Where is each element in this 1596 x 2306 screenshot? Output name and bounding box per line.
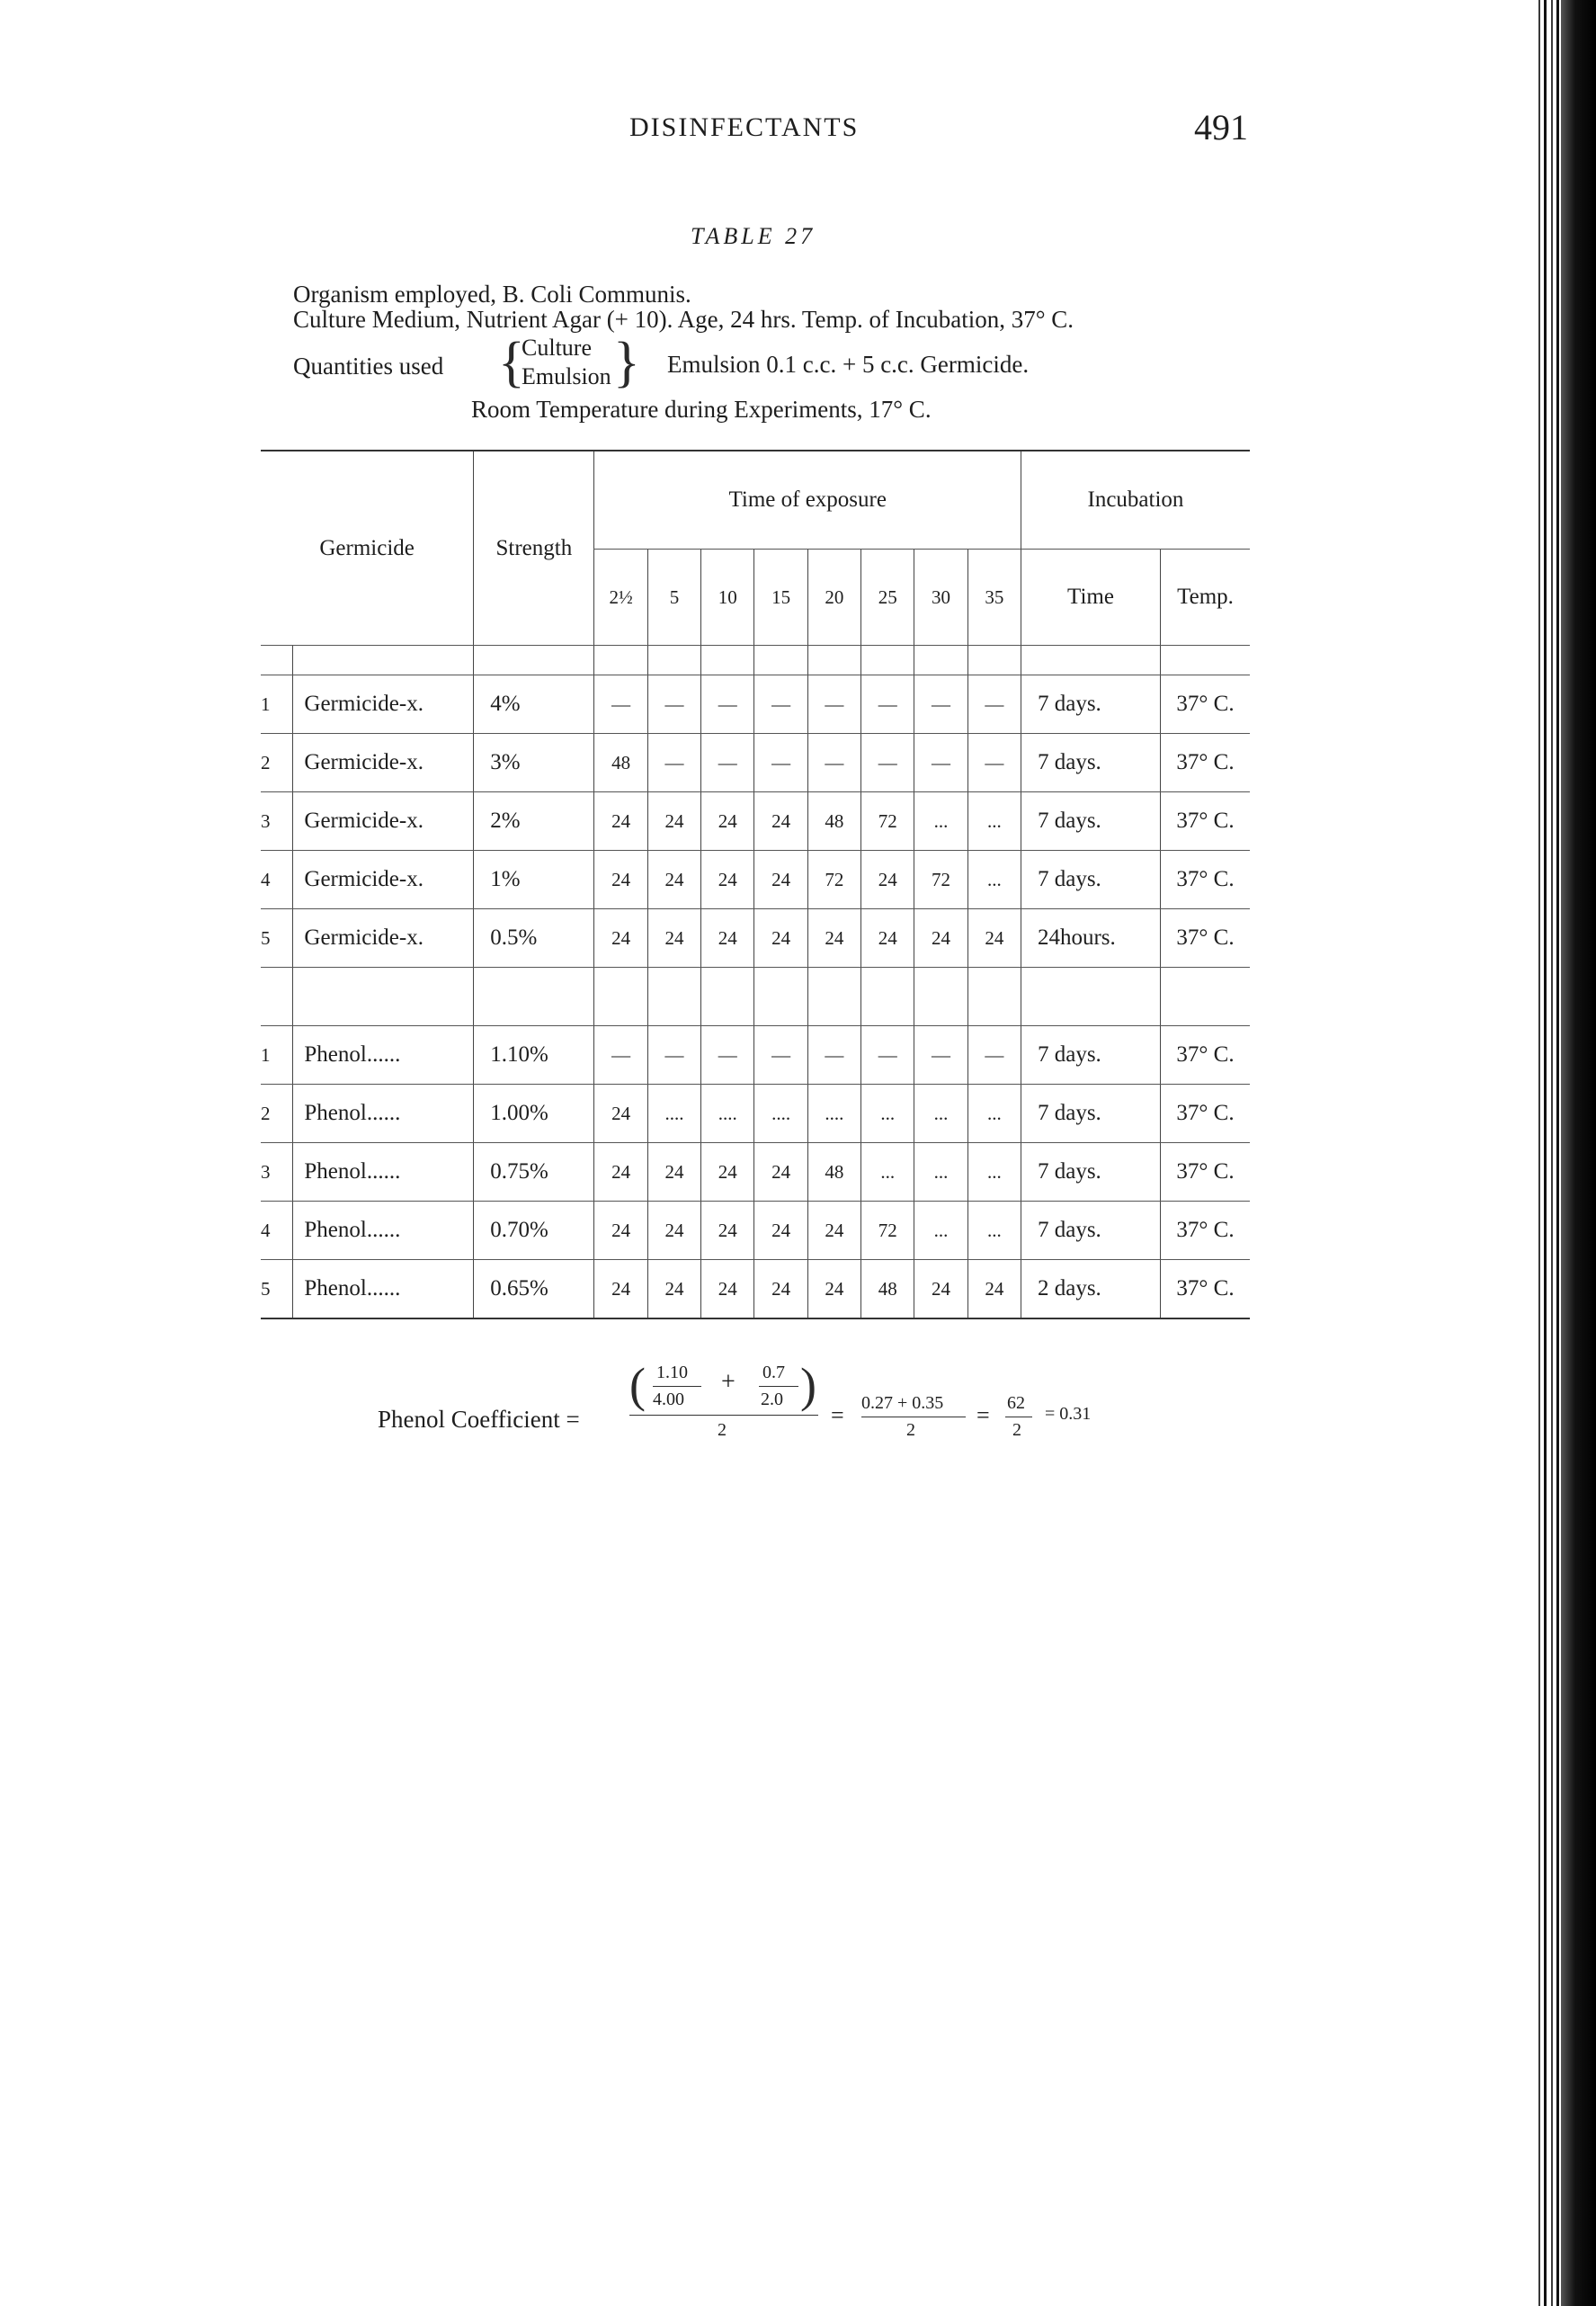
exposure-result: —	[967, 675, 1021, 734]
intro-quantities-rest: Emulsion 0.1 c.c. + 5 c.c. Germicide.	[667, 351, 1030, 378]
exposure-result: 24	[594, 909, 647, 968]
strength-value: 1%	[474, 851, 594, 909]
spacer-row	[261, 968, 1250, 1026]
germicide-name: Germicide-x.	[293, 851, 474, 909]
exposure-result: —	[914, 675, 967, 734]
exposure-result: ...	[914, 792, 967, 851]
incubation-temp: 37° C.	[1161, 1143, 1250, 1202]
table-row	[261, 909, 1250, 968]
table-row	[261, 1085, 1250, 1143]
frac2-numerator: 0.7	[762, 1363, 785, 1382]
exposure-result: 24	[754, 1260, 807, 1319]
exposure-result: ...	[967, 1202, 1021, 1260]
exposure-result: 24	[914, 1260, 967, 1319]
formula-result: = 0.31	[1045, 1404, 1092, 1424]
exposure-result: ...	[914, 1143, 967, 1202]
exposure-result: 48	[594, 734, 647, 792]
page-number: 491	[1194, 107, 1248, 147]
intro-quantities-label: Quantities used	[293, 353, 444, 380]
germicide-name: Phenol......	[293, 1143, 474, 1202]
intro-room-temperature: Room Temperature during Experiments, 17° C.	[471, 396, 932, 423]
strength-value: 4%	[474, 675, 594, 734]
exposure-result: —	[807, 1026, 860, 1085]
incubation-temp: 37° C.	[1161, 792, 1250, 851]
germicide-name: Germicide-x.	[293, 909, 474, 968]
exposure-time-header: 35	[967, 550, 1021, 646]
exposure-result: 24	[594, 1085, 647, 1143]
formula-equals-1: =	[831, 1402, 844, 1428]
exposure-result: 24	[967, 909, 1021, 968]
exposure-result: —	[914, 734, 967, 792]
exposure-result: —	[647, 675, 700, 734]
table-row	[261, 1026, 1250, 1085]
right-brace: }	[613, 332, 640, 393]
exposure-result: ....	[701, 1085, 754, 1143]
incubation-time: 2 days.	[1021, 1260, 1160, 1319]
strength-value: 0.70%	[474, 1202, 594, 1260]
exposure-result: —	[701, 1026, 754, 1085]
header-gap-row	[261, 646, 1250, 675]
exposure-result: 48	[861, 1260, 914, 1319]
exposure-result: 24	[701, 792, 754, 851]
exposure-result: 24	[701, 1143, 754, 1202]
incubation-time: 7 days.	[1021, 734, 1160, 792]
incubation-temp-header: Temp.	[1161, 550, 1250, 646]
exposure-result: 24	[647, 1260, 700, 1319]
frac1-denominator: 4.00	[653, 1390, 684, 1409]
exposure-result: ...	[967, 792, 1021, 851]
formula-equals-2: =	[976, 1402, 990, 1428]
strength-value: 0.5%	[474, 909, 594, 968]
exposure-time-header: 30	[914, 550, 967, 646]
exposure-result: —	[754, 734, 807, 792]
strength-value: 1.10%	[474, 1026, 594, 1085]
intro-culture-medium: Culture Medium, Nutrient Agar (+ 10). Age, 24 hrs. Temp. of Incubation, 37° C.	[293, 306, 1074, 333]
exposure-result: ....	[807, 1085, 860, 1143]
exposure-result: 72	[914, 851, 967, 909]
incubation-time: 24hours.	[1021, 909, 1160, 968]
exposure-result: 24	[594, 792, 647, 851]
germicide-name: Phenol......	[293, 1202, 474, 1260]
table-row	[261, 1260, 1250, 1319]
col-time-of-exposure-header: Time of exposure	[594, 451, 1021, 550]
col-germicide-header: Germicide	[261, 451, 474, 646]
exposure-result: 24	[754, 792, 807, 851]
exposure-result: —	[647, 734, 700, 792]
row-number: 4	[261, 851, 293, 909]
incubation-time: 7 days.	[1021, 1143, 1160, 1202]
exposure-result: 24	[594, 851, 647, 909]
exposure-result: —	[594, 675, 647, 734]
exposure-result: 48	[807, 792, 860, 851]
exposure-result: 24	[701, 1260, 754, 1319]
phenol-coefficient-formula	[378, 1354, 1187, 1452]
intro-organism: Organism employed, B. Coli Communis.	[293, 281, 691, 308]
row-number: 5	[261, 1260, 293, 1319]
exposure-result: 24	[647, 1143, 700, 1202]
exposure-result: ...	[914, 1202, 967, 1260]
left-brace: {	[498, 332, 525, 393]
incubation-temp: 37° C.	[1161, 909, 1250, 968]
incubation-temp: 37° C.	[1161, 1085, 1250, 1143]
exposure-result: 24	[701, 1202, 754, 1260]
germicide-name: Phenol......	[293, 1085, 474, 1143]
strength-value: 0.75%	[474, 1143, 594, 1202]
germicide-name: Germicide-x.	[293, 734, 474, 792]
incubation-time: 7 days.	[1021, 1026, 1160, 1085]
incubation-temp: 37° C.	[1161, 1026, 1250, 1085]
exposure-result: 24	[807, 1260, 860, 1319]
main-fraction-bar	[629, 1415, 818, 1416]
incubation-time: 7 days.	[1021, 1085, 1160, 1143]
strength-value: 1.00%	[474, 1085, 594, 1143]
col-incubation-header: Incubation	[1021, 451, 1250, 550]
incubation-temp: 37° C.	[1161, 1260, 1250, 1319]
exposure-result: —	[861, 734, 914, 792]
germicide-rows	[261, 675, 1250, 968]
exposure-result: ....	[647, 1085, 700, 1143]
germicide-name: Germicide-x.	[293, 792, 474, 851]
row-number: 1	[261, 675, 293, 734]
row-number: 2	[261, 734, 293, 792]
exposure-result: 24	[701, 909, 754, 968]
table-row	[261, 1202, 1250, 1260]
strength-value: 0.65%	[474, 1260, 594, 1319]
exposure-result: 24	[647, 792, 700, 851]
strength-value: 3%	[474, 734, 594, 792]
second-numerator: 0.27 + 0.35	[861, 1393, 944, 1413]
results-table	[261, 450, 1250, 1319]
exposure-result: 24	[594, 1260, 647, 1319]
incubation-time: 7 days.	[1021, 675, 1160, 734]
book-binding-shadow	[1561, 0, 1596, 2306]
incubation-temp: 37° C.	[1161, 675, 1250, 734]
table-title: TABLE 27	[691, 223, 816, 249]
exposure-result: ...	[861, 1085, 914, 1143]
incubation-temp: 37° C.	[1161, 734, 1250, 792]
exposure-result: 24	[807, 909, 860, 968]
germicide-name: Phenol......	[293, 1260, 474, 1319]
exposure-result: 24	[754, 909, 807, 968]
exposure-time-header: 25	[861, 550, 914, 646]
table-row	[261, 792, 1250, 851]
exposure-result: 24	[754, 1143, 807, 1202]
running-head: DISINFECTANTS	[629, 112, 860, 142]
exposure-result: —	[807, 675, 860, 734]
exposure-result: 24	[861, 851, 914, 909]
incubation-time: 7 days.	[1021, 851, 1160, 909]
main-denominator: 2	[718, 1420, 727, 1440]
exposure-result: 24	[594, 1202, 647, 1260]
table-row	[261, 1143, 1250, 1202]
formula-close-paren: )	[800, 1358, 816, 1412]
germicide-name: Phenol......	[293, 1026, 474, 1085]
incubation-temp: 37° C.	[1161, 851, 1250, 909]
exposure-result: —	[701, 734, 754, 792]
frac1-numerator: 1.10	[656, 1363, 688, 1382]
exposure-result: 24	[967, 1260, 1021, 1319]
exposure-result: 24	[647, 1202, 700, 1260]
exposure-time-header: 5	[647, 550, 700, 646]
brace-emulsion: Emulsion	[522, 363, 611, 389]
exposure-result: 72	[861, 1202, 914, 1260]
exposure-result: ...	[914, 1085, 967, 1143]
row-number: 3	[261, 1143, 293, 1202]
incubation-temp: 37° C.	[1161, 1202, 1250, 1260]
incubation-time-header: Time	[1021, 550, 1160, 646]
exposure-result: 24	[754, 851, 807, 909]
formula-open-paren: (	[629, 1358, 646, 1412]
frac1-bar	[653, 1386, 701, 1387]
third-numerator: 62	[1007, 1393, 1025, 1413]
exposure-result: —	[754, 1026, 807, 1085]
exposure-result: —	[754, 675, 807, 734]
exposure-result: 24	[594, 1143, 647, 1202]
exposure-result: 24	[914, 909, 967, 968]
frac2-denominator: 2.0	[761, 1390, 783, 1409]
incubation-time: 7 days.	[1021, 1202, 1160, 1260]
third-denominator: 2	[1012, 1420, 1021, 1440]
formula-label: Phenol Coefficient =	[378, 1406, 580, 1433]
exposure-result: —	[861, 675, 914, 734]
header-row-1	[261, 451, 1250, 550]
exposure-result: —	[967, 1026, 1021, 1085]
exposure-result: 24	[701, 851, 754, 909]
exposure-result: ...	[967, 1085, 1021, 1143]
exposure-result: 72	[861, 792, 914, 851]
exposure-result: —	[967, 734, 1021, 792]
second-denominator: 2	[906, 1420, 915, 1440]
table-row	[261, 675, 1250, 734]
exposure-result: 48	[807, 1143, 860, 1202]
exposure-result: ...	[967, 851, 1021, 909]
exposure-result: 24	[647, 851, 700, 909]
exposure-result: —	[861, 1026, 914, 1085]
table-row	[261, 851, 1250, 909]
exposure-time-header: 10	[701, 550, 754, 646]
exposure-result: —	[807, 734, 860, 792]
exposure-time-header: 15	[754, 550, 807, 646]
exposure-result: ....	[754, 1085, 807, 1143]
row-number: 3	[261, 792, 293, 851]
row-number: 1	[261, 1026, 293, 1085]
brace-culture: Culture	[522, 335, 592, 361]
exposure-result: —	[701, 675, 754, 734]
exposure-time-header: 20	[807, 550, 860, 646]
frac2-bar	[759, 1386, 798, 1387]
phenol-rows	[261, 1026, 1250, 1319]
row-number: 4	[261, 1202, 293, 1260]
row-number: 5	[261, 909, 293, 968]
exposure-result: —	[594, 1026, 647, 1085]
exposure-result: ...	[967, 1143, 1021, 1202]
exposure-result: —	[914, 1026, 967, 1085]
exposure-result: —	[647, 1026, 700, 1085]
incubation-time: 7 days.	[1021, 792, 1160, 851]
exposure-result: 24	[807, 1202, 860, 1260]
strength-value: 2%	[474, 792, 594, 851]
formula-plus: +	[721, 1368, 736, 1396]
exposure-result: 72	[807, 851, 860, 909]
exposure-result: 24	[861, 909, 914, 968]
exposure-result: 24	[754, 1202, 807, 1260]
table-row	[261, 734, 1250, 792]
germicide-name: Germicide-x.	[293, 675, 474, 734]
exposure-result: 24	[647, 909, 700, 968]
exposure-time-header: 2½	[594, 550, 647, 646]
exposure-result: ...	[861, 1143, 914, 1202]
row-number: 2	[261, 1085, 293, 1143]
col-strength-header: Strength	[474, 451, 594, 646]
